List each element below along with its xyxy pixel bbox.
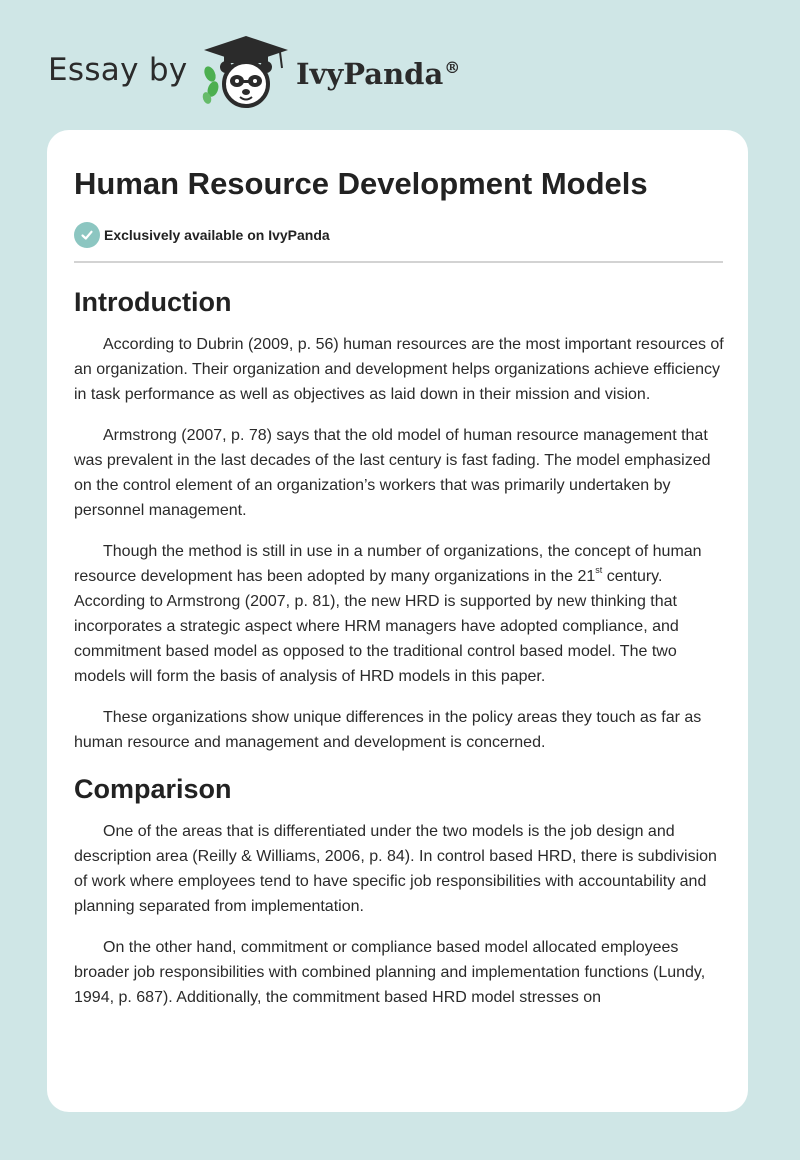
brand-name[interactable] bbox=[296, 57, 460, 91]
check-circle-icon bbox=[74, 222, 100, 248]
paragraph bbox=[74, 539, 724, 689]
paragraph: On the other hand, commitment or compliance based model allocated employees broader job responsibilities with combined planning and implementation functions (Lundy, 1994, p. 687). Additionally, the commitment based HRD model stresses on bbox=[74, 939, 706, 1006]
section-heading-introduction: Introduction bbox=[74, 287, 232, 317]
panda-logo-icon[interactable] bbox=[200, 34, 292, 110]
paragraph: One of the areas that is differentiated under the two models is the job design and description area (Reilly & Williams, 2006, p. 84). In control based HRD, there is subdivision of work where employees tend to have specific job responsibilities with accountability and planning separated from implementation. bbox=[74, 823, 717, 915]
section-heading-comparison: Comparison bbox=[74, 774, 232, 804]
site-header bbox=[0, 0, 800, 130]
paragraph-text: Though the method is still in use in a number of organizations, the concept of human resource development has been adopted by many organizations in the 21 bbox=[74, 543, 702, 585]
brand-name-text: IvyPanda bbox=[296, 57, 444, 91]
paragraph: Armstrong (2007, p. 78) says that the old model of human resource management that was prevalent in the last decades of the last century is fast fading. The model emphasized on the control element of an organization’s workers that was primarily undertaken by personnel management. bbox=[74, 427, 711, 519]
essay-body bbox=[74, 282, 724, 1026]
paragraph: These organizations show unique differences in the policy areas they touch as far as human resource and management and development is concerned. bbox=[74, 709, 702, 751]
registered-mark: ® bbox=[444, 58, 461, 78]
essay-card bbox=[47, 130, 748, 1112]
brand-prefix: Essay by bbox=[48, 52, 188, 88]
paragraph-text: century. According to Armstrong (2007, p. 81), the new HRD is supported by new thinking that incorporates a strategic aspect where HRM managers have adopted compliance, and commitment based model as opposed to the traditional control based model. The two models will form the basis of analysis of HRD models in this paper. bbox=[74, 568, 679, 685]
ordinal-suffix: st bbox=[595, 565, 603, 575]
divider bbox=[74, 261, 723, 263]
exclusive-badge bbox=[74, 222, 330, 248]
page-title: Human Resource Development Models bbox=[74, 166, 648, 201]
badge-text: Exclusively available on IvyPanda bbox=[104, 227, 330, 243]
paragraph: According to Dubrin (2009, p. 56) human resources are the most important resources of an organization. Their organization and development helps organizations achieve efficiency in task performance as well as objectives as laid down in their mission and vision. bbox=[74, 336, 724, 403]
